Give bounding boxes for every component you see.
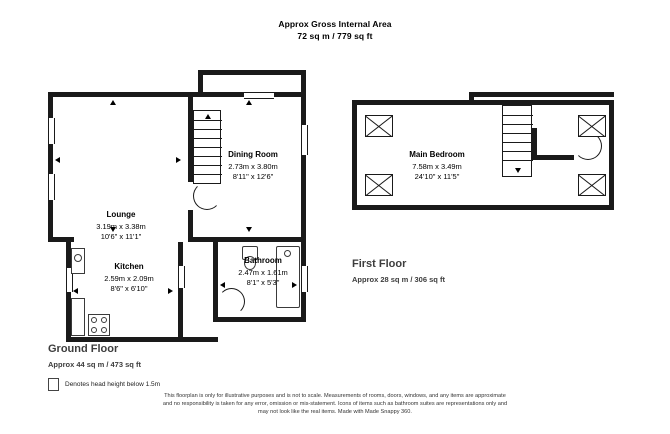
wall-left-ground — [48, 92, 53, 242]
hob-burner-4 — [101, 327, 107, 333]
kitchen-counter — [71, 298, 85, 336]
room-label-main-bedroom — [378, 150, 496, 183]
window-bathroom-right — [301, 266, 308, 292]
lounge-dim-metric: 3.19m x 3.38m — [96, 221, 146, 231]
staircase-first — [502, 105, 532, 177]
dining-dim-imperial: 8'11" x 12'6" — [232, 172, 274, 181]
room-label-kitchen — [90, 262, 168, 295]
bathroom-name: Bathroom — [244, 256, 282, 265]
header-line-1: Approx Gross Internal Area — [278, 19, 392, 29]
wall-dormer-top — [469, 92, 614, 97]
head-height-box-bottom-right — [578, 174, 606, 196]
bathroom-dim-imperial: 8'1" x 5'3" — [246, 278, 280, 287]
wall-right-ground-upper — [301, 92, 306, 242]
head-height-box-top-right — [578, 115, 606, 137]
wall-bottom-kitchen — [66, 337, 218, 342]
door-swing-bathroom — [218, 288, 245, 315]
hob-burner-3 — [91, 327, 97, 333]
hob-burner-2 — [101, 317, 107, 323]
header-line-2: 72 sq m / 779 sq ft — [297, 31, 373, 41]
disclaimer-line-1: This floorplan is only for illustrative purposes and is not to scale. Measurements of rooms, doors, windows, and any items are approximate — [164, 393, 506, 399]
arrow-kitchen-left — [73, 288, 78, 294]
door-swing-dining — [193, 182, 221, 210]
wall-bottom-first — [352, 205, 614, 210]
wall-left-first — [352, 100, 357, 210]
disclaimer — [55, 392, 615, 417]
room-label-lounge — [78, 210, 164, 243]
arrow-kitchen-right — [168, 288, 173, 294]
window-dining-right — [301, 125, 308, 155]
kitchen-dim-metric: 2.59m x 2.09m — [104, 273, 154, 283]
first-floor-plan — [352, 92, 614, 220]
window-dining-top — [244, 92, 274, 99]
hob-burner-1 — [91, 317, 97, 323]
first-floor-area: Approx 28 sq m / 306 sq ft — [352, 275, 445, 284]
ground-floor-title: Ground Floor — [48, 343, 119, 355]
wall-landing-bottom — [532, 155, 574, 160]
wall-kitchen-right — [178, 242, 183, 342]
arrow-lounge-right — [176, 157, 181, 163]
arrow-lounge-up — [110, 100, 116, 105]
wall-bottom-upper-right — [188, 237, 306, 242]
room-label-bathroom — [224, 256, 302, 289]
wall-recess-top — [198, 70, 306, 75]
wall-bottom-bathroom — [213, 317, 306, 322]
arrow-lounge-left — [55, 157, 60, 163]
window-lounge-left-lower — [48, 174, 55, 200]
dining-dim-metric: 2.73m x 3.80m — [228, 161, 278, 171]
kitchen-name: Kitchen — [114, 262, 144, 271]
first-floor-title: First Floor — [352, 258, 407, 270]
lounge-name: Lounge — [106, 210, 136, 219]
door-opening-kitchen — [178, 266, 185, 288]
dining-name: Dining Room — [228, 150, 278, 159]
bathroom-dim-metric: 2.47m x 1.61m — [238, 267, 288, 277]
wall-divider-lounge-dining-lower — [188, 210, 193, 242]
arrow-dining-up — [246, 100, 252, 105]
ground-floor-area: Approx 44 sq m / 473 sq ft — [48, 360, 141, 369]
kitchen-sink-bowl — [74, 254, 82, 262]
stair-direction-arrow-first — [515, 168, 521, 173]
main-bedroom-dim-metric: 7.58m x 3.49m — [412, 161, 462, 171]
disclaimer-line-2: and no responsibility is taken for any error, omission or mis-statement. Icons of items such as bathroom suites are representations only and — [162, 401, 508, 408]
lounge-dim-imperial: 10'6" x 11'1" — [100, 232, 142, 241]
legend-label: Denotes head height below 1.5m — [65, 381, 161, 388]
wall-top-first — [352, 100, 614, 105]
head-height-box-top-left — [365, 115, 393, 137]
disclaimer-line-3: may not look like the real items. Made with Made Snappy 360. — [258, 409, 412, 416]
arrow-dining-down — [246, 227, 252, 232]
kitchen-dim-imperial: 8'6" x 6'10" — [110, 284, 148, 293]
header-area-title — [0, 18, 670, 42]
main-bedroom-name: Main Bedroom — [409, 150, 465, 159]
wall-bathroom-left — [213, 242, 218, 322]
legend — [48, 378, 160, 391]
legend-swatch-icon — [48, 378, 59, 391]
window-lounge-left-upper — [48, 118, 55, 144]
stair-direction-arrow-ground — [205, 114, 211, 119]
main-bedroom-dim-imperial: 24'10" x 11'5" — [414, 172, 460, 181]
ground-floor-plan — [48, 70, 320, 332]
room-label-dining — [205, 150, 301, 183]
wall-right-first — [609, 100, 614, 210]
wall-recess-right — [301, 70, 306, 97]
